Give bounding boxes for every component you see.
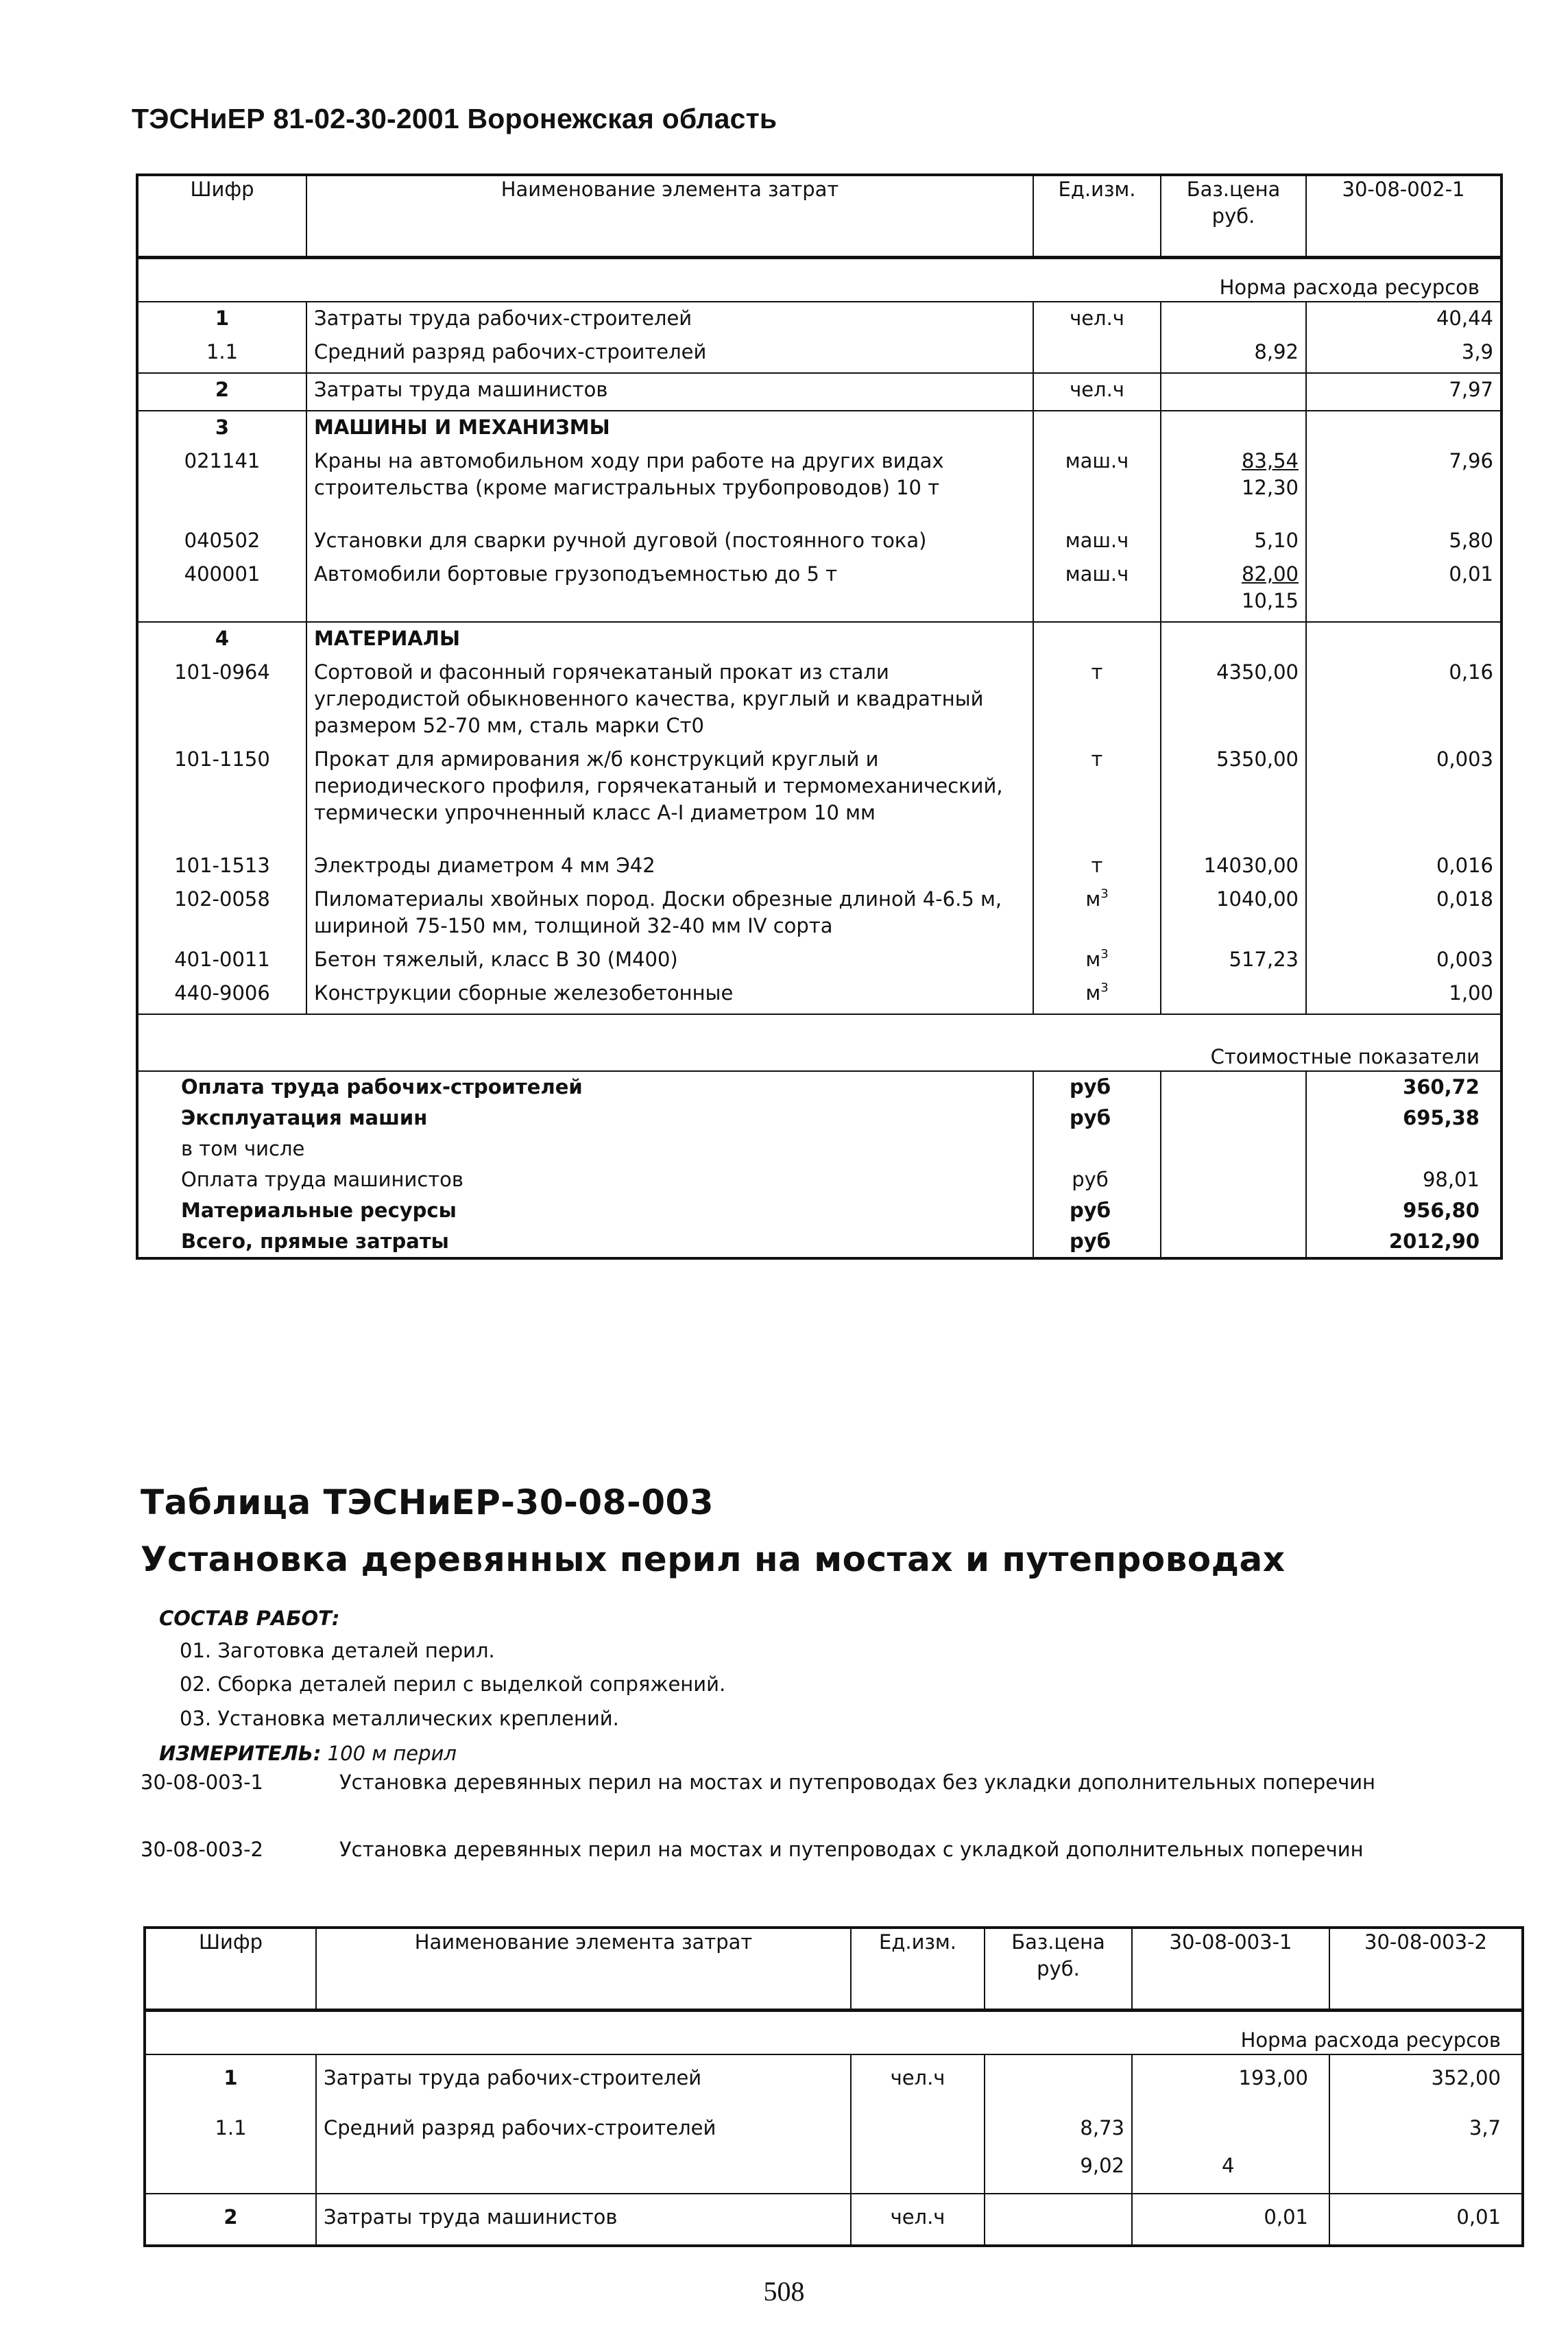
table-row bbox=[137, 339, 1501, 373]
table-row bbox=[137, 527, 1501, 561]
row-unit bbox=[1033, 852, 1161, 886]
col-header-unit: Ед.изм. bbox=[1033, 175, 1161, 258]
work-item: 02. Сборка деталей перил с выделкой сопряжений. bbox=[180, 1672, 726, 1696]
row-norm-value: 3,9 bbox=[1306, 339, 1501, 373]
cost-label: Материальные ресурсы bbox=[181, 1199, 457, 1222]
cost-row bbox=[137, 1164, 1501, 1195]
cost-price-empty bbox=[1161, 1195, 1306, 1226]
cost-label: Оплата труда машинистов bbox=[181, 1168, 463, 1191]
table-row bbox=[137, 411, 1501, 448]
variant-text: Установка деревянных перил на мостах и путепроводах с укладкой дополнительных поперечин bbox=[339, 1838, 1364, 1861]
cost-unit bbox=[1033, 1134, 1161, 1164]
row-price bbox=[985, 2054, 1132, 2105]
row-price bbox=[1161, 622, 1306, 659]
norm-caption-row bbox=[145, 2011, 1523, 2055]
cost-unit: руб bbox=[1033, 1226, 1161, 1258]
cost-caption-row bbox=[137, 1014, 1501, 1071]
price-value: 8,73 bbox=[1080, 2116, 1124, 2139]
works-label: СОСТАВ РАБОТ: bbox=[159, 1607, 340, 1630]
row-norm-value: 0,018 bbox=[1306, 886, 1501, 946]
table-row bbox=[137, 886, 1501, 946]
row-code: 1.1 bbox=[206, 340, 239, 363]
col-header-name: Наименование элемента затрат bbox=[316, 1928, 851, 2011]
cost-value: 2012,90 bbox=[1306, 1226, 1501, 1258]
row-price bbox=[1161, 746, 1306, 852]
section-table-title: Таблица ТЭСНиЕР-30-08-003 bbox=[141, 1483, 714, 1522]
variant-item bbox=[141, 1771, 1375, 1794]
row-unit: чел.ч bbox=[851, 2054, 985, 2105]
col-header-code: Шифр bbox=[190, 178, 254, 201]
cost-label: Всего, прямые затраты bbox=[181, 1230, 449, 1253]
cost-value: 98,01 bbox=[1306, 1164, 1501, 1195]
row-price bbox=[1161, 339, 1306, 373]
row-name: Затраты труда рабочих-строителей bbox=[316, 2054, 851, 2105]
unit-text: маш.ч bbox=[1065, 529, 1129, 552]
cost-caption: Стоимостные показатели bbox=[137, 1014, 1501, 1071]
row-norm-value: 0,016 bbox=[1306, 852, 1501, 886]
price-value: 1040,00 bbox=[1216, 887, 1299, 911]
cost-unit: руб bbox=[1033, 1164, 1161, 1195]
unit-text: чел.ч bbox=[1070, 378, 1124, 401]
cost-row bbox=[137, 1134, 1501, 1164]
row-unit bbox=[1033, 746, 1161, 852]
row-unit bbox=[1033, 373, 1161, 411]
table-row bbox=[145, 2194, 1523, 2246]
col-header-unit: Ед.изм. bbox=[851, 1928, 985, 2011]
table-row bbox=[137, 946, 1501, 980]
variant-item bbox=[141, 1838, 1364, 1861]
row-code: 040502 bbox=[184, 529, 261, 552]
cost-value: 956,80 bbox=[1306, 1195, 1501, 1226]
row-price bbox=[1161, 411, 1306, 448]
table-row bbox=[137, 980, 1501, 1014]
norm-caption: Норма расхода ресурсов bbox=[137, 258, 1501, 302]
page-number: 508 bbox=[763, 2276, 805, 2307]
unit-exponent: 3 bbox=[1100, 887, 1109, 901]
table-row bbox=[137, 659, 1501, 746]
row-norm-value-2: 3,7 bbox=[1329, 2105, 1523, 2194]
row-norm-value: 0,003 bbox=[1306, 946, 1501, 980]
cost-label: в том числе bbox=[181, 1137, 305, 1160]
resource-table-30-08-003 bbox=[143, 1926, 1524, 2247]
cost-label: Эксплуатация машин bbox=[181, 1106, 428, 1129]
row-price bbox=[1161, 980, 1306, 1014]
row-norm-value-2: 0,01 bbox=[1329, 2194, 1523, 2246]
measure-label: ИЗМЕРИТЕЛЬ: bbox=[159, 1742, 322, 1765]
cost-value: 360,72 bbox=[1306, 1071, 1501, 1103]
row-price bbox=[1161, 946, 1306, 980]
measure-line bbox=[159, 1742, 457, 1765]
row-name: Краны на автомобильном ходу при работе на других видах строительства (кроме магистральных трубопроводов) 10 т bbox=[306, 448, 1033, 527]
price-value-secondary: 9,02 bbox=[1080, 2154, 1124, 2177]
row-code: 1 bbox=[137, 302, 306, 339]
row-unit bbox=[1033, 411, 1161, 448]
norm-value: 4 bbox=[1222, 2154, 1235, 2177]
cost-price-empty bbox=[1161, 1164, 1306, 1195]
unit-text: м bbox=[1085, 887, 1101, 911]
row-name: Бетон тяжелый, класс В 30 (М400) bbox=[306, 946, 1033, 980]
unit-text: чел.ч bbox=[1070, 307, 1124, 330]
row-code: 102-0058 bbox=[174, 887, 270, 911]
row-code: 440-9006 bbox=[174, 981, 270, 1005]
row-name: Затраты труда машинистов bbox=[306, 373, 1033, 411]
row-unit bbox=[1033, 527, 1161, 561]
row-price bbox=[1161, 852, 1306, 886]
unit-text: т bbox=[1091, 854, 1103, 877]
price-value-secondary: 12,30 bbox=[1241, 476, 1299, 499]
spacer bbox=[1139, 2109, 1308, 2147]
unit-text: м bbox=[1085, 948, 1101, 971]
row-unit bbox=[1033, 886, 1161, 946]
row-price bbox=[1161, 561, 1306, 622]
cost-value bbox=[1306, 1134, 1501, 1164]
cost-unit: руб bbox=[1033, 1195, 1161, 1226]
section-subtitle: Установка деревянных перил на мостах и путепроводах bbox=[141, 1539, 1286, 1579]
unit-text: м bbox=[1085, 981, 1101, 1005]
unit-text: маш.ч bbox=[1065, 449, 1129, 472]
row-norm-value bbox=[1306, 622, 1501, 659]
price-value: 5350,00 bbox=[1216, 747, 1299, 771]
table-header-row bbox=[145, 1928, 1523, 2011]
work-item: 03. Установка металлических креплений. bbox=[180, 1707, 619, 1730]
row-norm-value: 40,44 bbox=[1306, 302, 1501, 339]
variant-code: 30-08-003-2 bbox=[141, 1838, 263, 1861]
unit-exponent: 3 bbox=[1100, 981, 1109, 995]
row-unit bbox=[1033, 561, 1161, 622]
row-norm-value-1: 193,00 bbox=[1132, 2054, 1329, 2105]
row-unit bbox=[1033, 339, 1161, 373]
row-norm-value: 1,00 bbox=[1306, 980, 1501, 1014]
row-name: Автомобили бортовые грузоподъемностью до 5 т bbox=[306, 561, 1033, 622]
row-price bbox=[1161, 886, 1306, 946]
variant-text: Установка деревянных перил на мостах и путепроводах без укладки дополнительных поперечин bbox=[339, 1771, 1376, 1794]
row-name: Установки для сварки ручной дуговой (постоянного тока) bbox=[306, 527, 1033, 561]
row-name: Сортовой и фасонный горячекатаный прокат из стали углеродистой обыкновенного качества, круглый и квадратный размером 52-70 мм, сталь марки Ст0 bbox=[306, 659, 1033, 746]
row-norm-value bbox=[1306, 411, 1501, 448]
row-unit bbox=[1033, 302, 1161, 339]
cost-row bbox=[137, 1103, 1501, 1134]
row-code: 101-1150 bbox=[174, 747, 270, 771]
table-row bbox=[137, 746, 1501, 852]
row-name: МАТЕРИАЛЫ bbox=[306, 622, 1033, 659]
col-header-norm-1: 30-08-003-1 bbox=[1132, 1928, 1329, 2011]
measure-value: 100 м перил bbox=[327, 1742, 457, 1765]
cost-price-empty bbox=[1161, 1134, 1306, 1164]
row-code: 101-1513 bbox=[174, 854, 270, 877]
col-header-norm-2: 30-08-003-2 bbox=[1329, 1928, 1523, 2011]
row-price bbox=[1161, 527, 1306, 561]
norm-caption-row bbox=[137, 258, 1501, 302]
cost-label: Оплата труда рабочих-строителей bbox=[137, 1071, 1033, 1103]
resource-table-30-08-002 bbox=[136, 173, 1503, 1260]
document-header: ТЭСНиЕР 81-02-30-2001 Воронежская область bbox=[132, 103, 777, 134]
table-row bbox=[137, 852, 1501, 886]
table-row bbox=[137, 373, 1501, 411]
row-code: 4 bbox=[137, 622, 306, 659]
table-row bbox=[137, 448, 1501, 527]
col-header-price: Баз.цена руб. bbox=[1161, 175, 1306, 258]
price-value: 82,00 bbox=[1241, 562, 1299, 586]
table-row bbox=[137, 622, 1501, 659]
norm-caption: Норма расхода ресурсов bbox=[145, 2011, 1523, 2055]
row-norm-value: 5,80 bbox=[1306, 527, 1501, 561]
row-name: МАШИНЫ И МЕХАНИЗМЫ bbox=[306, 411, 1033, 448]
col-header-name: Наименование элемента затрат bbox=[306, 175, 1033, 258]
row-norm-value: 0,01 bbox=[1306, 561, 1501, 622]
row-code: 400001 bbox=[184, 562, 261, 586]
row-price bbox=[1161, 373, 1306, 411]
row-norm-value: 7,96 bbox=[1306, 448, 1501, 527]
row-unit bbox=[851, 2105, 985, 2194]
row-unit bbox=[1033, 622, 1161, 659]
unit-text: маш.ч bbox=[1065, 562, 1129, 586]
cost-price-empty bbox=[1161, 1071, 1306, 1103]
price-value: 517,23 bbox=[1229, 948, 1299, 971]
price-value: 8,92 bbox=[1254, 340, 1299, 363]
row-code: 1.1 bbox=[215, 2116, 247, 2139]
row-name: Электроды диаметром 4 мм Э42 bbox=[306, 852, 1033, 886]
row-name: Затраты труда машинистов bbox=[316, 2194, 851, 2246]
row-unit bbox=[1033, 946, 1161, 980]
row-price bbox=[1161, 448, 1306, 527]
cost-unit: руб bbox=[1033, 1071, 1161, 1103]
row-name: Затраты труда рабочих-строителей bbox=[306, 302, 1033, 339]
table-row bbox=[137, 561, 1501, 622]
col-header-norm: 30-08-002-1 bbox=[1306, 175, 1501, 258]
work-item: 01. Заготовка деталей перил. bbox=[180, 1639, 495, 1662]
unit-exponent: 3 bbox=[1100, 947, 1109, 961]
row-unit bbox=[1033, 980, 1161, 1014]
row-unit bbox=[1033, 448, 1161, 527]
row-code: 3 bbox=[137, 411, 306, 448]
row-price bbox=[1161, 659, 1306, 746]
row-unit: чел.ч bbox=[851, 2194, 985, 2246]
row-code: 401-0011 bbox=[174, 948, 270, 971]
table-row bbox=[137, 302, 1501, 339]
price-value: 4350,00 bbox=[1216, 660, 1299, 684]
price-value: 83,54 bbox=[1241, 449, 1299, 472]
table-row bbox=[145, 2054, 1523, 2105]
row-norm-value: 7,97 bbox=[1306, 373, 1501, 411]
cost-row bbox=[137, 1195, 1501, 1226]
row-name: Пиломатериалы хвойных пород. Доски обрезные длиной 4-6.5 м, шириной 75-150 мм, толщиной 32-40 мм IV сорта bbox=[306, 886, 1033, 946]
price-value: 14030,00 bbox=[1203, 854, 1299, 877]
row-code: 2 bbox=[137, 373, 306, 411]
col-header-code: Шифр bbox=[198, 1930, 263, 1954]
row-name: Средний разряд рабочих-строителей bbox=[306, 339, 1033, 373]
table-header-row bbox=[137, 175, 1501, 258]
row-name: Средний разряд рабочих-строителей bbox=[316, 2105, 851, 2194]
row-code: 021141 bbox=[184, 449, 261, 472]
row-price bbox=[985, 2194, 1132, 2246]
row-price bbox=[1161, 302, 1306, 339]
unit-text: т bbox=[1091, 660, 1103, 684]
row-norm-value-1 bbox=[1132, 2105, 1329, 2194]
row-norm-value-2: 352,00 bbox=[1329, 2054, 1523, 2105]
row-name: Прокат для армирования ж/б конструкций круглый и периодического профиля, горячекатаный и термомеханический, термически упрочненный класс А-I диаметром 10 мм bbox=[306, 746, 1033, 852]
row-name: Конструкции сборные железобетонные bbox=[306, 980, 1033, 1014]
cost-price-empty bbox=[1161, 1226, 1306, 1258]
row-norm-value: 0,003 bbox=[1306, 746, 1501, 852]
table-row bbox=[145, 2105, 1523, 2194]
price-value: 5,10 bbox=[1254, 529, 1299, 552]
cost-unit: руб bbox=[1033, 1103, 1161, 1134]
row-code: 2 bbox=[145, 2194, 316, 2246]
row-code: 101-0964 bbox=[174, 660, 270, 684]
col-header-price: Баз.цена руб. bbox=[985, 1928, 1132, 2011]
row-norm-value-1: 0,01 bbox=[1132, 2194, 1329, 2246]
unit-text: т bbox=[1091, 747, 1103, 771]
row-price bbox=[985, 2105, 1132, 2194]
cost-value: 695,38 bbox=[1306, 1103, 1501, 1134]
variant-code: 30-08-003-1 bbox=[141, 1771, 263, 1794]
price-value-secondary: 10,15 bbox=[1241, 589, 1299, 612]
cost-price-empty bbox=[1161, 1103, 1306, 1134]
row-code: 1 bbox=[145, 2054, 316, 2105]
cost-row bbox=[137, 1071, 1501, 1103]
cost-row bbox=[137, 1226, 1501, 1258]
row-norm-value: 0,16 bbox=[1306, 659, 1501, 746]
row-unit bbox=[1033, 659, 1161, 746]
